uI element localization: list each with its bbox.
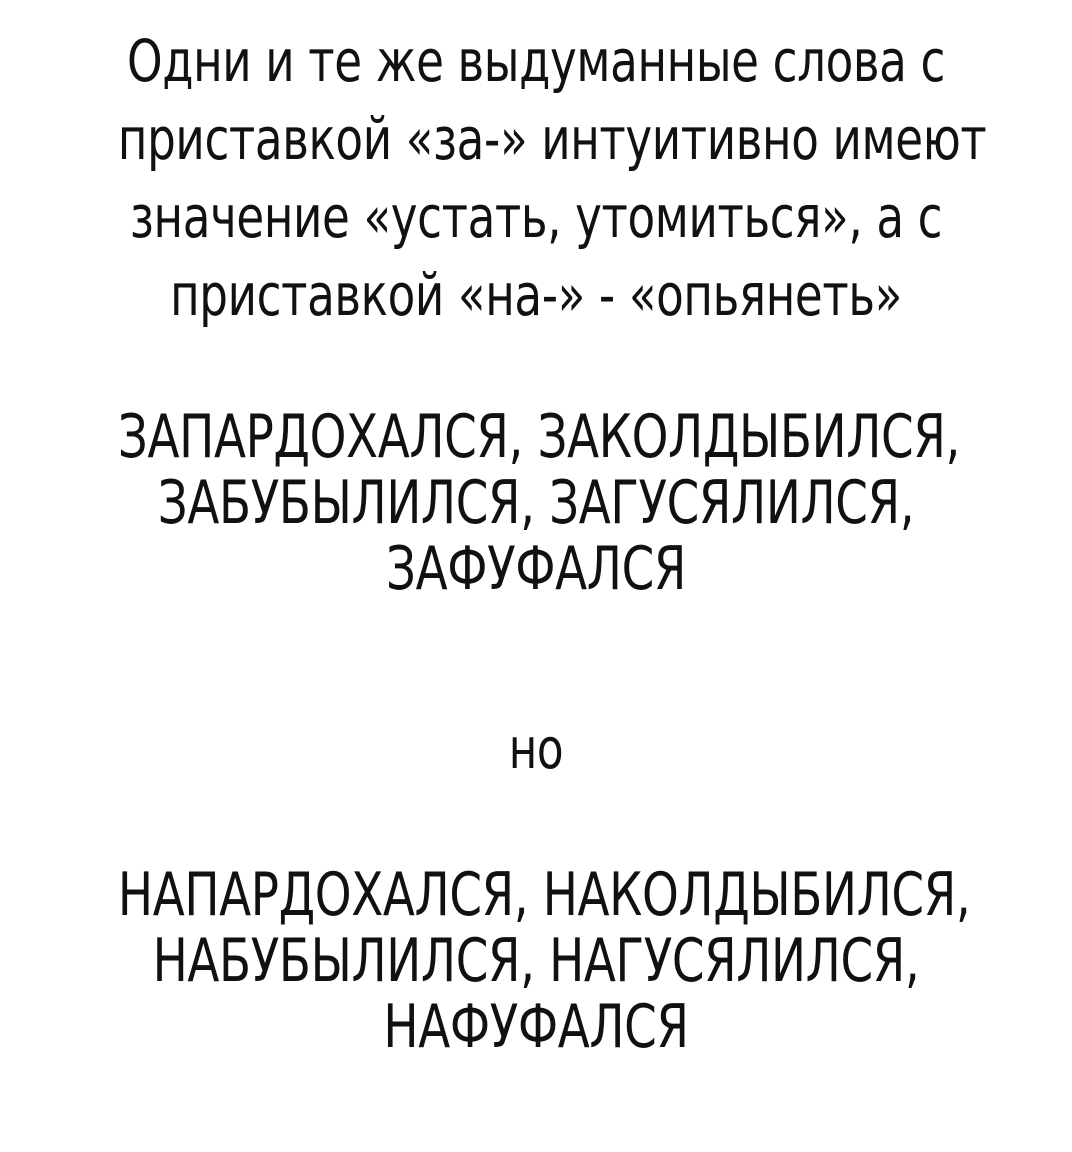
intro-line: значение «устать, утомиться», а с: [129, 183, 943, 251]
intro-line: приставкой «за-» интуитивно имеют: [117, 105, 987, 173]
intro-paragraph: [0, 22, 1072, 334]
conjunction-word: но: [508, 717, 564, 782]
conjunction-text: [0, 715, 1072, 785]
na-words-line: НАФУФАЛСЯ: [383, 992, 689, 1062]
za-words-list: [0, 404, 1072, 602]
za-words-line: ЗАФУФАЛСЯ: [385, 534, 687, 604]
na-words-list: [0, 862, 1072, 1060]
na-words-line: НАБУБЫЛИЛСЯ, НАГУСЯЛИЛСЯ,: [152, 926, 920, 996]
za-words-line: ЗАПАРДОХАЛСЯ, ЗАКОЛДЫБИЛСЯ,: [117, 402, 960, 472]
za-words-line: ЗАБУБЫЛИЛСЯ, ЗАГУСЯЛИЛСЯ,: [157, 468, 915, 538]
na-words-line: НАПАРДОХАЛСЯ, НАКОЛДЫБИЛСЯ,: [117, 860, 971, 930]
intro-line: приставкой «на-» - «опьянеть»: [170, 261, 902, 329]
intro-line: Одни и те же выдуманные слова с: [127, 27, 945, 95]
